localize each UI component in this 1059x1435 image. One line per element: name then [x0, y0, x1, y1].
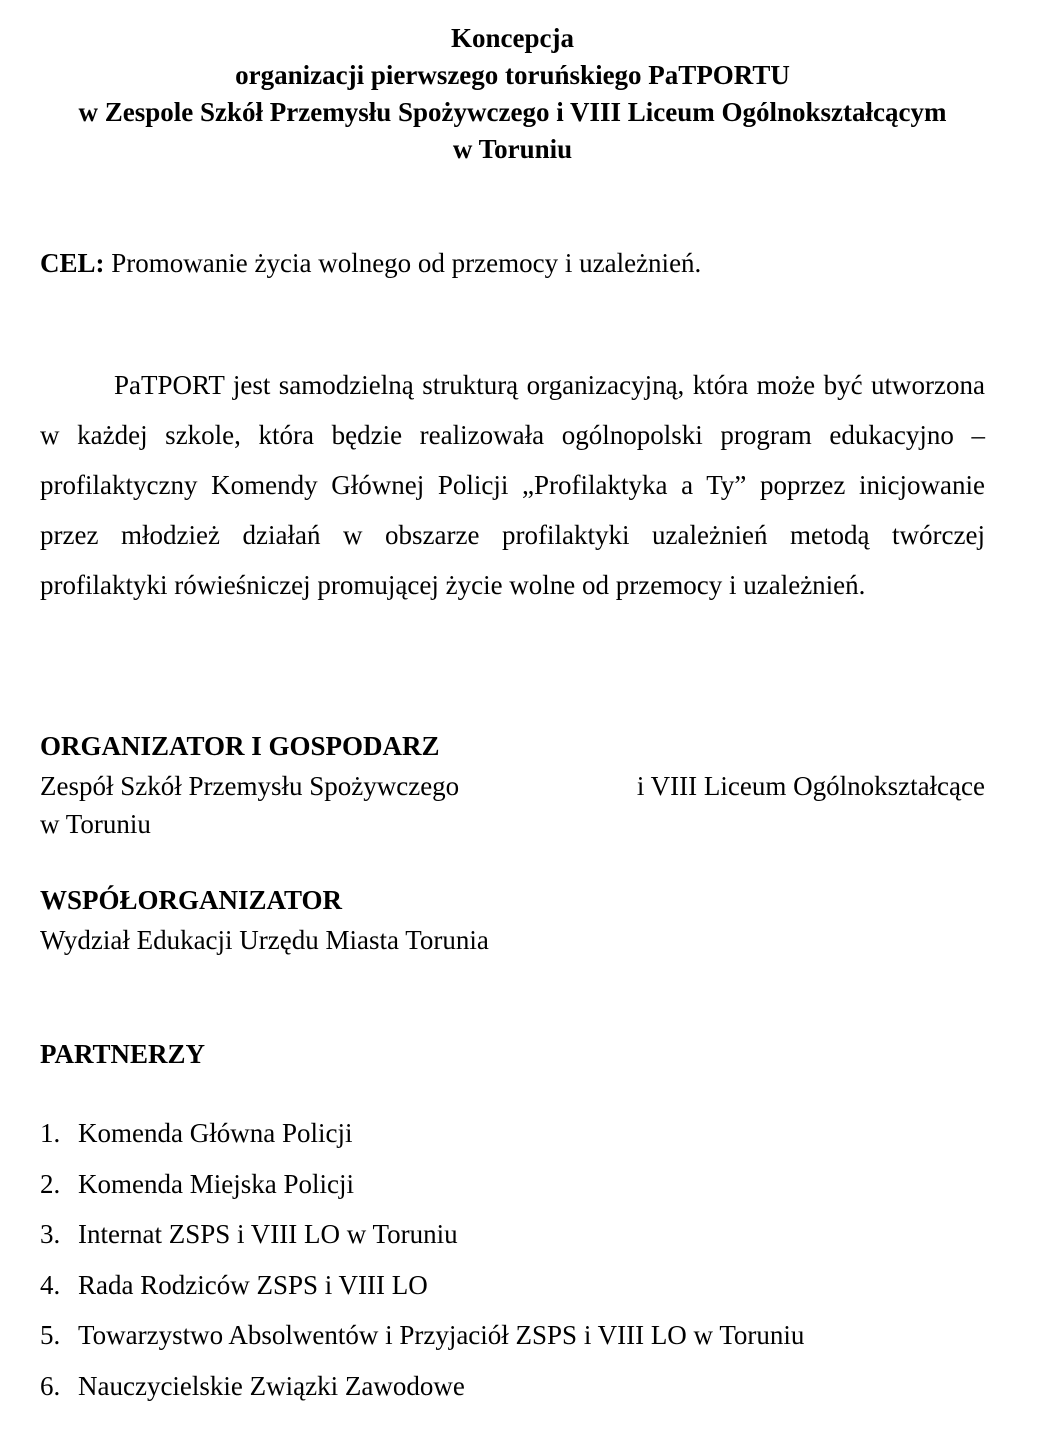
title-line-1: Koncepcja	[451, 23, 574, 53]
coorganizer-heading: WSPÓŁORGANIZATOR	[40, 885, 343, 915]
list-item	[40, 1159, 804, 1210]
list-item	[40, 1310, 804, 1361]
goal-statement	[40, 245, 701, 282]
goal-text: Promowanie życia wolnego od przemocy i uzależnień.	[104, 248, 702, 278]
title-line-3: w Zespole Szkół Przemysłu Spożywczego i VIII Liceum Ogólnokształcącym	[78, 97, 947, 127]
title-line-2: organizacji pierwszego toruńskiego PaTPORTU	[235, 60, 790, 90]
organizer-name-left: Zespół Szkół Przemysłu Spożywczego	[40, 771, 460, 801]
description-paragraph: PaTPORT jest samodzielną strukturą organizacyjną, która może być utworzona w każdej szkole, która będzie realizowała ogólnopolski program edukacyjno –profilaktyczny Komendy Głównej Policji „Profilaktyka a Ty” poprzez inicjowanie przez młodzież działań w obszarze profilaktyki uzależnień metodą twórczej profilaktyki rówieśniczej promującej życie wolne od przemocy i uzależnień.	[40, 370, 985, 600]
coorganizer-text: Wydział Edukacji Urzędu Miasta Torunia	[40, 925, 489, 955]
partners-heading: PARTNERZY	[40, 1039, 206, 1069]
list-item-number: 3.	[40, 1219, 61, 1249]
title-line-4: w Toruniu	[452, 134, 573, 164]
list-item-number: 6.	[40, 1370, 61, 1401]
organizer-heading: ORGANIZATOR I GOSPODARZ	[40, 731, 440, 761]
partners-list	[40, 1108, 804, 1411]
list-item-text: Komenda Główna Policji	[78, 1118, 353, 1148]
list-item	[40, 1361, 804, 1412]
list-item-number: 2.	[40, 1168, 61, 1199]
list-item-number: 1.	[40, 1118, 61, 1148]
organizer-city: w Toruniu	[40, 809, 151, 839]
document-title	[40, 20, 985, 168]
list-item-number: 4.	[40, 1269, 61, 1300]
list-item-text: Towarzystwo Absolwentów i Przyjaciół ZSPS i VIII LO w Toruniu	[78, 1320, 805, 1350]
list-item-text: Komenda Miejska Policji	[78, 1168, 354, 1199]
list-item-text: Nauczycielskie Związki Zawodowe	[78, 1370, 465, 1401]
goal-label: CEL:	[40, 248, 105, 278]
list-item-text: Rada Rodziców ZSPS i VIII LO	[78, 1269, 428, 1300]
list-item-number: 5.	[40, 1320, 61, 1350]
organizer-name-right: i VIII Liceum Ogólnokształcące	[636, 771, 985, 801]
list-item-text: Internat ZSPS i VIII LO w Toruniu	[78, 1219, 458, 1249]
list-item	[40, 1209, 804, 1260]
list-item	[40, 1108, 804, 1159]
organizer-text	[40, 767, 985, 843]
list-item	[40, 1260, 804, 1311]
